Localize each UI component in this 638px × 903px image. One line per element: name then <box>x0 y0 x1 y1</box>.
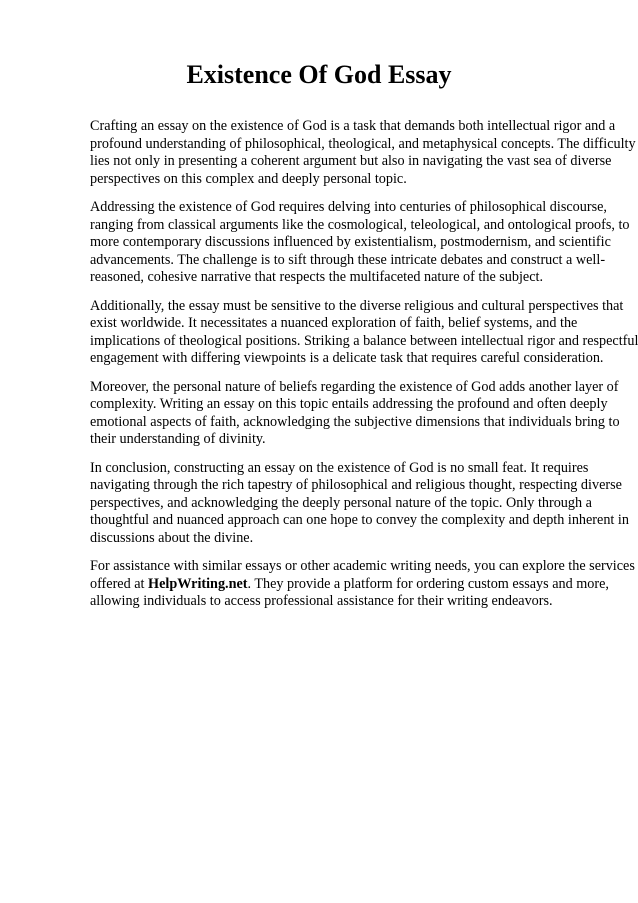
text-line: engagement with differing viewpoints is a delicate task that requires careful consideration. <box>90 350 604 366</box>
text-line: exist worldwide. It necessitates a nuanced exploration of faith, belief systems, and the <box>90 315 578 331</box>
helpwriting-link[interactable]: HelpWriting.net <box>148 575 248 592</box>
text-line: complexity. Writing an essay on this topic entails addressing the profound and often deeply <box>90 396 608 412</box>
text-line: their understanding of divinity. <box>90 431 266 447</box>
text-line: For assistance with similar essays or other academic writing needs, you can explore the services <box>90 558 635 574</box>
text-line-with-link <box>90 575 609 594</box>
text-line: Addressing the existence of God requires delving into centuries of philosophical discourse, <box>90 199 607 215</box>
text-line: reasoned, cohesive narrative that respects the multifaceted nature of the subject. <box>90 269 544 285</box>
text-line: more contemporary discussions influenced by existentialism, postmodernism, and scientific <box>90 234 611 250</box>
link-suffix: . They provide a platform for ordering custom essays and more, <box>247 575 609 592</box>
text-line: profound understanding of philosophical, theological, and metaphysical concepts. The difficulty <box>90 135 636 152</box>
text-line: ranging from classical arguments like the cosmological, teleological, and ontological proofs, to <box>90 216 630 233</box>
paragraph-1 <box>90 118 636 188</box>
text-line: lies not only in presenting a coherent argument but also in navigating the vast sea of diverse <box>90 153 612 169</box>
text-line: advancements. The challenge is to sift through these intricate debates and construct a well- <box>90 251 606 268</box>
document-title: Existence Of God Essay <box>186 60 452 89</box>
paragraph-5 <box>90 459 629 548</box>
paragraph-4 <box>90 378 620 449</box>
text-line: Moreover, the personal nature of beliefs regarding the existence of God adds another layer of <box>90 378 619 395</box>
text-line: perspectives, and acknowledging the deeply personal nature of the topic. Only through a <box>90 494 592 511</box>
text-line: Crafting an essay on the existence of God is a task that demands both intellectual rigor and a <box>90 118 616 134</box>
text-line: navigating through the rich tapestry of philosophical and religious thought, respecting diverse <box>90 477 622 493</box>
document-body <box>90 118 638 622</box>
text-line: thoughtful and nuanced approach can one hope to convey the complexity and depth inherent in <box>90 512 629 528</box>
text-line: Additionally, the essay must be sensitive to the diverse religious and cultural perspectives that <box>90 297 624 314</box>
paragraph-2 <box>90 199 630 287</box>
text-line: implications of theological positions. Striking a balance between intellectual rigor and respectful <box>90 332 638 349</box>
closing-paragraph <box>90 558 635 611</box>
text-line: allowing individuals to access professional assistance for their writing endeavors. <box>90 593 553 609</box>
link-prefix: offered at <box>90 575 149 592</box>
text-line: discussions about the divine. <box>90 529 254 546</box>
text-line: In conclusion, constructing an essay on the existence of God is no small feat. It requires <box>90 459 589 476</box>
paragraph-3 <box>90 297 638 368</box>
text-line: perspectives on this complex and deeply personal topic. <box>90 170 407 187</box>
text-line: emotional aspects of faith, acknowledging the subjective dimensions that individuals bring to <box>90 413 620 430</box>
